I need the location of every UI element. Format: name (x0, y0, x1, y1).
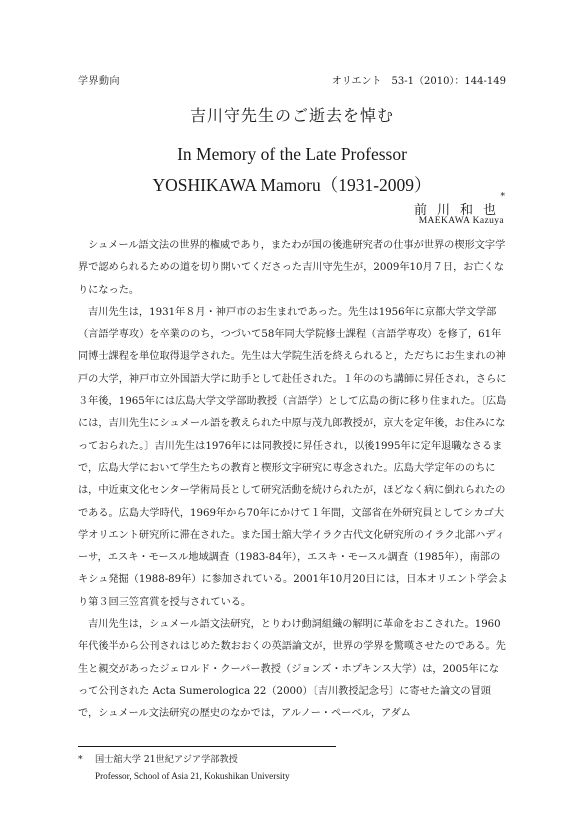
author-name-english: MAEKAWA Kazuya (418, 216, 504, 226)
journal-citation: オリエント 53-1（2010）：144-149 (331, 76, 506, 87)
page-header (78, 72, 506, 88)
footnote-affiliation-english: Professor, School of Asia 21, Kokushikan University (95, 771, 290, 781)
author-footnote-mark: * (500, 192, 505, 202)
footnote-mark: * (78, 754, 83, 765)
footnote-divider (78, 746, 336, 747)
footnote-affiliation-japanese: 国士舘大学 21世紀アジア学部教授 (95, 754, 238, 765)
article-body (78, 235, 508, 726)
body-paragraph: 吉川先生は，シュメール語文法研究，とりわけ動詞組織の解明に革命をおこされた。1960年代後半から公刊されはじめた数おおくの英語論文が，世界の学界を驚嘆させたのである。先生と親交があったジェロルド・クーパー教授（ジョンズ・ホプキンス大学）は，2005年になって公刊された Acta Sumerologica 22（2000）〔吉川教授記念号〕に寄せた論文の冒頭で，シュメール文法研究の歴史のなかでは，アルノー・ペーベル，アダム (78, 619, 506, 720)
article-title-japanese: 吉川守先生のご逝去を悼む (189, 106, 394, 125)
body-paragraph: シュメール語文法の世界的権威であり，またわが国の後進研究者の仕事が世界の楔形文字学界で認められるための道を切り開いてくださった吉川守先生が，2009年10月７日，お亡くなりになった。 (78, 240, 506, 296)
article-title-english-line2: YOSHIKAWA Mamoru（1931-2009） (152, 175, 432, 195)
article-title-english-line1: In Memory of the Late Professor (177, 144, 407, 164)
body-paragraph: 吉川先生は，1931年８月・神戸市のお生まれであった。先生は1956年に京都大学文学部（言語学専攻）を卒業ののち，つづいて58年同大学院修士課程（言語学専攻）を修了，61年同博士課程を単位取得退学された。先生は大学院生活を終えられると，ただちにお生まれの神戸の大学，神戸市立外国語大学に助手として赴任された。１年ののち講師に昇任され，さらに３年後，1965年には広島大学文学部助教授（言語学）として広島の街に移り住まれた。〔広島には，吉川先生にシュメール語を教えられた中原与茂九郎教授が，京大を定年後，お住みになっておられた。〕吉川先生は1976年には同教授に昇任され，以後1995年に定年退職なさるまで，広島大学において学生たちの教育と楔形文字研究に専念された。広島大学定年ののちには，中近東文化センター学術局長として研究活動を続けられたが，ほどなく病に倒れられたのである。広島大学時代，1969年から70年にかけて１年間，文部省在外研究員としてシカゴ大学オリエント研究所に滞在された。また国士舘大学イラク古代文化研究所のイラク北部ハディーサ，エスキ・モースル地域調査（1983-84年），エスキ・モースル調査（1985年），南部のキシュ発掘（1988-89年）に参加されている。2001年10月20日には，日本オリエント学会より第３回三笠宮賞を授与されている。 (78, 306, 508, 608)
section-label: 学界動向 (78, 76, 120, 87)
author-name-japanese: 前川和也 (413, 203, 506, 218)
